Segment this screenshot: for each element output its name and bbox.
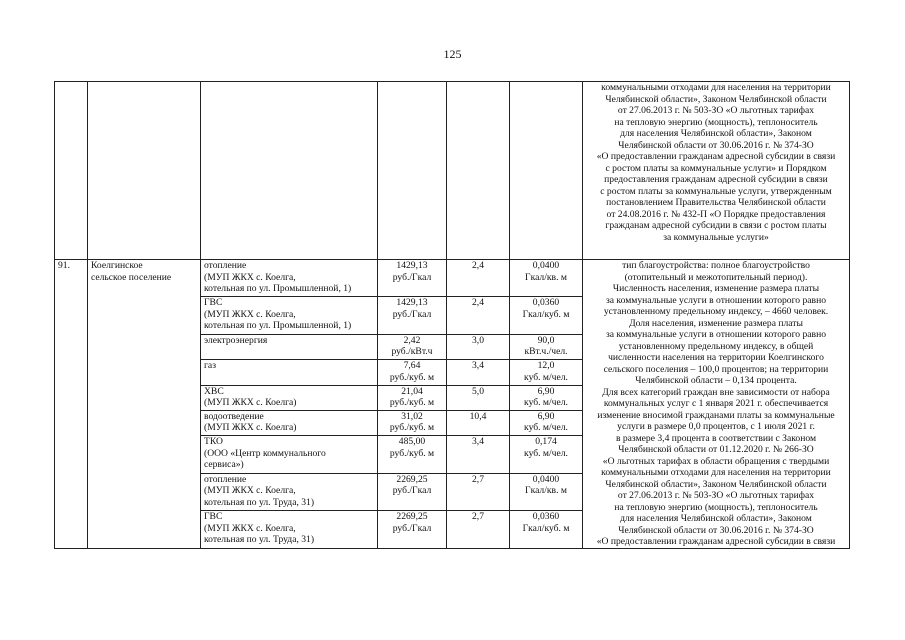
- entry-number-cell: [55, 260, 88, 549]
- table-row-continued: [55, 82, 850, 260]
- tariff-value: 1429,13 руб./Гкал: [392, 297, 432, 320]
- norm-value: 0,0400 Гкал/кв. м: [525, 473, 567, 497]
- tariff-value: 2,42 руб./кВт.ч: [391, 334, 433, 358]
- tariff-cell: [378, 436, 447, 473]
- entry-number: 91.: [58, 260, 70, 271]
- tariff-cell: [378, 360, 447, 385]
- table-row: [55, 260, 850, 297]
- tariff-cell: [378, 385, 447, 410]
- settlement-name: Коелгинское сельское поселение: [91, 260, 172, 283]
- tariff-table: [54, 81, 850, 549]
- norm-cell: [510, 410, 583, 435]
- tariff-value: 31,02 руб./куб. м: [389, 410, 435, 434]
- resource-name: отопление (МУП ЖКХ с. Коелга, котельная по ул. Промышленной, 1): [204, 260, 352, 294]
- entry-info-cell: [583, 260, 850, 549]
- growth-cell: [447, 260, 510, 297]
- info-cell: [583, 82, 850, 260]
- resource-name: ХВС (МУП ЖКХ с. Коелга): [204, 385, 297, 408]
- norm-value: 0,174 куб. м/чел.: [524, 436, 568, 459]
- growth-value: 2,7: [472, 511, 484, 522]
- norm-value: 12,0 куб. м/чел.: [524, 360, 568, 383]
- tariff-cell: [378, 260, 447, 297]
- resource-cell: [201, 82, 378, 260]
- tariff-cell: [378, 297, 447, 334]
- growth-cell: [447, 334, 510, 359]
- norm-value: 6,90 куб. м/чел.: [524, 410, 568, 434]
- resource-name: ГВС (МУП ЖКХ с. Коелга, котельная по ул. Промышленной, 1): [204, 297, 352, 332]
- norm-value: 0,0360 Гкал/куб. м: [522, 511, 570, 534]
- growth-cell: [447, 436, 510, 473]
- norm-value: 90,0 кВт.ч./чел.: [524, 334, 568, 358]
- resource-cell: [201, 410, 378, 435]
- resource-cell: [201, 385, 378, 410]
- norm-cell: [510, 473, 583, 510]
- growth-value: 3,4: [472, 360, 484, 372]
- resource-cell: [201, 260, 378, 297]
- tariff-cell: [378, 334, 447, 359]
- growth-value: 2,4: [472, 297, 484, 309]
- growth-cell: [447, 82, 510, 260]
- resource-name: отопление (МУП ЖКХ с. Коелга, котельная по ул. Труда, 31): [204, 473, 315, 508]
- entry-info-text: тип благоустройства: полное благоустройство (отопительный и межотопительный период). Численность населения, изменение размера платы за коммунальные услуги в отношении которого равно установленному предельному индексу, – 4660 человек. Доля населения, изменение размера платы за коммунальные услуги в отношении которого равно установленному предельному индексу, в общей численности населения на территории Коелгинского сельского поселения – 100,0 процентов; на территории Челябинской области – 0,134 процента. Для всех категорий граждан вне зависимости от набора коммунальных услуг с 1 января 2021 г. обеспечивается изменение вносимой гражданами платы за коммунальные услуги в размере 0,0 процентов, с 1 июля 2021 г. в размере 3,4 процента в соответствии с Законом Челябинской области от 01.12.2020 г. № 266-ЗО «О льготных тарифах в области обращения с твердыми коммунальными отходами для населения на территории Челябинской области», Законом Челябинской области от 27.06.2013 г. № 503-ЗО «О льготных тарифах на тепловую энергию (мощность), теплоноситель для населения Челябинской области», Законом Челябинской области от 30.06.2016 г. № 374-ЗО «О предоставлении гражданам адресной субсидии в связи: [596, 260, 836, 547]
- resource-cell: [201, 511, 378, 549]
- norm-cell: [510, 436, 583, 473]
- tariff-cell: [378, 511, 447, 549]
- tariff-value: 7,64 руб./куб. м: [389, 360, 435, 383]
- growth-cell: [447, 385, 510, 410]
- norm-value: 0,0360 Гкал/куб. м: [522, 297, 570, 320]
- resource-name: газ: [204, 360, 216, 372]
- tariff-cell: [378, 82, 447, 260]
- norm-cell: [510, 334, 583, 359]
- resource-cell: [201, 436, 378, 473]
- growth-value: 3,0: [472, 334, 484, 346]
- page-number: 125: [443, 47, 462, 61]
- growth-cell: [447, 473, 510, 510]
- resource-cell: [201, 334, 378, 359]
- norm-value: 6,90 куб. м/чел.: [524, 385, 568, 408]
- resource-name: водоотведение (МУП ЖКХ с. Коелга): [204, 410, 297, 434]
- norm-cell: [510, 511, 583, 549]
- entry-name-cell: [88, 260, 201, 549]
- norm-cell: [510, 82, 583, 260]
- norm-value: 0,0400 Гкал/кв. м: [525, 260, 567, 283]
- growth-value: 3,4: [472, 436, 484, 448]
- growth-value: 10,4: [469, 410, 487, 422]
- norm-cell: [510, 260, 583, 297]
- number-cell: [55, 82, 88, 260]
- growth-cell: [447, 511, 510, 549]
- growth-cell: [447, 410, 510, 435]
- growth-value: 2,4: [472, 260, 484, 271]
- settlement-cell: [88, 82, 201, 260]
- tariff-cell: [378, 473, 447, 510]
- tariff-cell: [378, 410, 447, 435]
- resource-cell: [201, 360, 378, 385]
- resource-cell: [201, 297, 378, 334]
- norm-cell: [510, 297, 583, 334]
- tariff-value: 1429,13 руб./Гкал: [392, 260, 432, 283]
- growth-value: 5,0: [472, 385, 484, 397]
- resource-name: ТКО (ООО «Центр коммунального сервиса»): [204, 436, 326, 471]
- resource-cell: [201, 473, 378, 510]
- tariff-value: 2269,25 руб./Гкал: [392, 511, 432, 534]
- norm-cell: [510, 360, 583, 385]
- info-text: коммунальными отходами для населения на территории Челябинской области», Законом Челябинской области от 27.06.2013 г. № 503-ЗО «О льготных тарифах на тепловую энергию (мощность), теплоноситель для населения Челябинской области», Законом Челябинской области от 30.06.2016 г. № 374-ЗО «О предоставлении гражданам адресной субсидии в связи с ростом платы за коммунальные услуги» и Порядком предоставления гражданам адресной субсидии в связи с ростом платы за коммунальные услуги, утвержденным постановлением Правительства Челябинской области от 24.08.2016 г. № 432-П «О Порядке предоставления гражданам адресной субсидии в связи с ростом платы за коммунальные услуги»: [596, 82, 836, 243]
- growth-value: 2,7: [472, 473, 484, 485]
- tariff-value: 485,00 руб./куб. м: [389, 436, 435, 459]
- tariff-value: 2269,25 руб./Гкал: [392, 473, 432, 497]
- resource-name: ГВС (МУП ЖКХ с. Коелга, котельная по ул. Труда, 31): [204, 511, 315, 545]
- growth-cell: [447, 297, 510, 334]
- tariff-value: 21,04 руб./куб. м: [389, 385, 435, 408]
- growth-cell: [447, 360, 510, 385]
- resource-name: электроэнергия: [204, 334, 268, 346]
- norm-cell: [510, 385, 583, 410]
